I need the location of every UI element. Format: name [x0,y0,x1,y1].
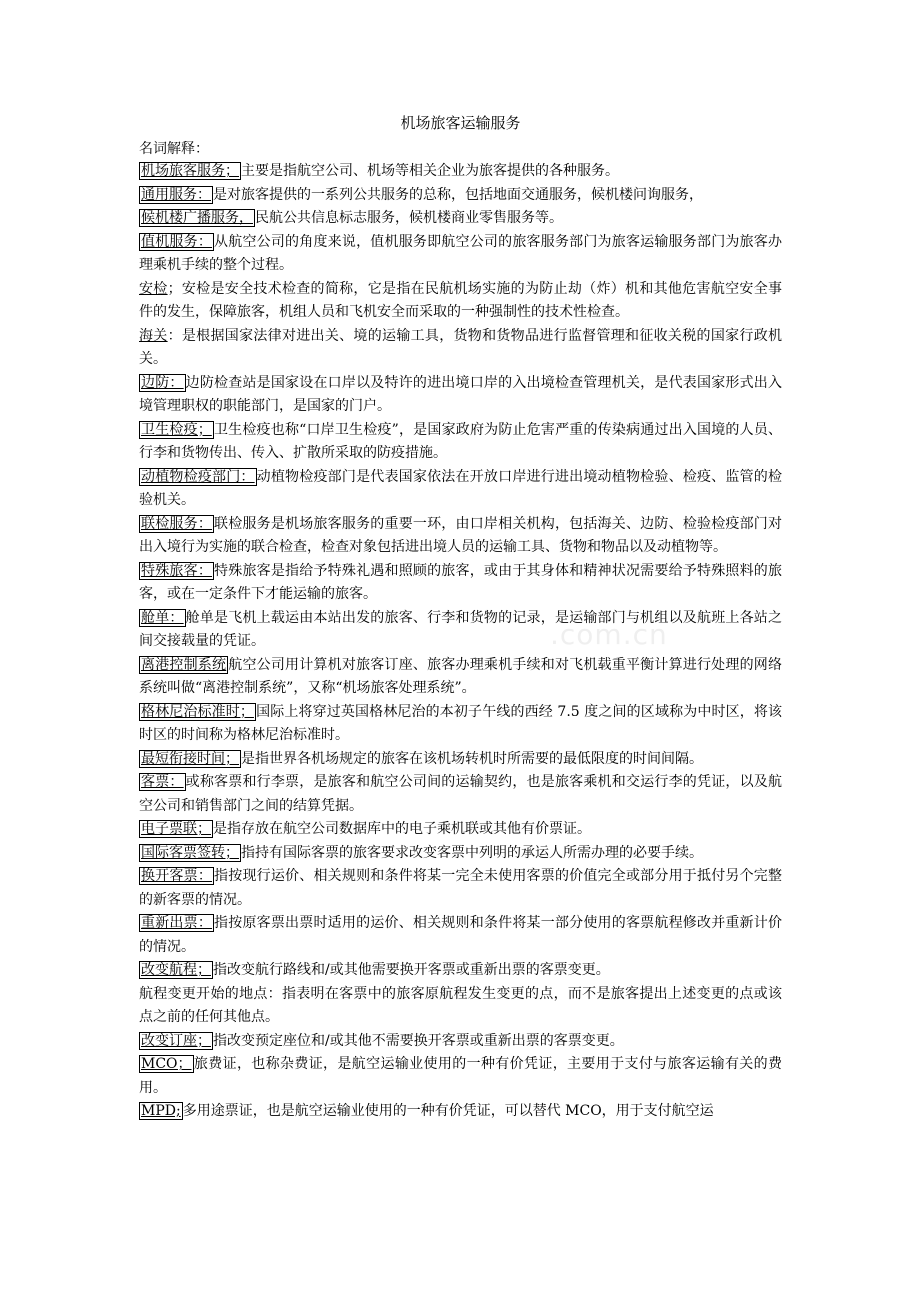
glossary-term: 离港控制系统 [141,656,227,673]
intro-label: 名词解释： [139,141,209,157]
glossary-definition: 多用途票证，也是航空运输业使用的一种有价凭证，可以替代 MCO，用于支付航空运 [182,1103,714,1119]
glossary-term: 候机楼广播服务， [141,210,253,226]
glossary-definition: 民航公共信息标志服务，候机楼商业零售服务等。 [255,210,563,226]
glossary-definition: 是对旅客提供的一系列公共服务的总称，包括地面交通服务，候机楼问询服务， [213,186,703,203]
glossary-term: 边防： [141,374,184,391]
glossary-definition: 联检服务是机场旅客服务的重要一环，由口岸相关机构，包括海关、边防、检验检疫部门对出入境行为实施的联合检查，检查对象包括进出境人员的运输工具、货物和物品以及动植物等。 [139,515,783,555]
glossary-definition: 或称客票和行李票，是旅客和航空公司间的运输契约，也是旅客乘机和交运行李的凭证，以及航空公司和销售部门之间的结算凭据。 [139,774,783,814]
glossary-entry [139,607,782,654]
glossary-definition: 舱单是飞机上载运由本站出发的旅客、行李和货物的记录，是运输部门与机组以及航班上各站之间交接载量的凭证。 [139,609,783,649]
glossary-entry [139,748,782,772]
glossary-term: 改变航程； [141,962,211,978]
glossary-definition: 卫生检疫也称“口岸卫生检疫”，是国家政府为防止危害严重的传染病通过出入国境的人员、行李和货物传出、传入、扩散所采取的防疫措施。 [139,421,783,461]
glossary-term: MPD; [141,1103,181,1119]
glossary-entry [139,419,782,466]
glossary-entry [139,912,782,959]
glossary-entry [139,278,782,325]
glossary-term: 舱单： [141,609,184,626]
glossary-term: 格林尼治标准时； [141,703,254,720]
glossary-entry [139,701,782,748]
glossary-entry [139,160,782,184]
glossary-term: 国际客票签转； [141,844,239,861]
glossary-term: 电子票联； [141,821,211,837]
glossary-entry [139,983,782,1030]
glossary-term: 改变订座； [141,1032,211,1049]
glossary-definition: 边防检查站是国家设在口岸以及特许的进出境口岸的入出境检查管理机关，是代表国家形式出入境管理职权的职能部门，是国家的门户。 [139,374,783,414]
glossary-definition: 航程变更开始的地点：指表明在客票中的旅客原航程发生变更的点，而不是旅客提出上述变更的点或该点之前的任何其他点。 [139,985,782,1025]
glossary-definition: 指按原客票出票时适用的运价、相关规则和条件将某一部分使用的客票航程修改并重新计价的情况。 [139,915,783,955]
glossary-entry [139,184,782,208]
glossary-list [139,160,782,1124]
glossary-entry [139,513,782,560]
glossary-entry [139,1053,782,1100]
glossary-definition: 是指世界各机场规定的旅客在该机场转机时所需要的最低限度的时间间隔。 [241,750,703,767]
glossary-definition: 主要是指航空公司、机场等相关企业为旅客提供的各种服务。 [241,163,619,179]
glossary-term: 特殊旅客： [141,562,213,579]
glossary-entry [139,842,782,866]
glossary-definition: 从航空公司的角度来说，值机服务即航空公司的旅客服务部门为旅客运输服务部门为旅客办理乘机手续的整个过程。 [139,233,783,273]
glossary-entry [139,959,782,983]
glossary-entry [139,231,782,278]
watermark: .com.cn [550,618,668,651]
glossary-definition: 指改变航行路线和/或其他需要换开客票或重新出票的客票变更。 [213,962,610,978]
glossary-definition: 特殊旅客是指给予特殊礼遇和照顾的旅客，或由于其身体和精神状况需要给予特殊照料的旅客，或在一定条件下才能运输的旅客。 [139,562,783,602]
glossary-definition: 国际上将穿过英国格林尼治的本初子午线的西经 7.5 度之间的区域称为中时区，将该时区的时间称为格林尼治标准时。 [139,703,783,743]
glossary-term: 动植物检疫部门： [141,468,255,485]
glossary-entry [139,865,782,912]
glossary-definition: 指按现行运价、相关规则和条件将某一完全未使用客票的价值完全或部分用于抵付另个完整的新客票的情况。 [139,868,783,908]
glossary-definition: 动植物检疫部门是代表国家依法在开放口岸进行进出境动植物检验、检疫、监管的检验机关。 [139,468,783,508]
glossary-term: 通用服务： [141,186,211,203]
glossary-entry [139,325,782,372]
glossary-entry [139,771,782,818]
glossary-entry [139,654,782,701]
glossary-definition: 航空公司用计算机对旅客订座、旅客办理乘机手续和对飞机载重平衡计算进行处理的网络系统叫做“离港控制系统”，又称“机场旅客处理系统”。 [139,656,783,696]
glossary-definition: ：是根据国家法律对进出关、境的运输工具，货物和货物品进行监督管理和征收关税的国家行政机关。 [139,327,783,367]
glossary-term: 联检服务： [141,515,213,532]
document-title: 机场旅客运输服务 [400,114,521,132]
glossary-term: 换开客票： [141,868,213,884]
glossary-term: 海关 [139,327,168,344]
glossary-entry [139,207,782,231]
glossary-entry [139,818,782,842]
glossary-term: 机场旅客服务； [141,163,239,179]
glossary-definition: 是指存放在航空公司数据库中的电子乘机联或其他有价票证。 [213,821,591,837]
glossary-term: 安检 [139,280,168,297]
glossary-term: 卫生检疫； [141,421,212,438]
glossary-term: 重新出票： [141,915,213,931]
glossary-definition: ；安检是安全技术检查的简称，它是指在民航机场实施的为防止劫（炸）机和其他危害航空安全事件的发生，保障旅客，机组人员和飞机安全而采取的一种强制性的技术性检查。 [139,280,783,320]
glossary-entry [139,466,782,513]
glossary-term: 客票： [141,774,184,790]
glossary-entry [139,372,782,419]
glossary-term: 最短衔接时间； [141,750,239,767]
glossary-entry [139,1100,782,1124]
glossary-definition: 旅费证，也称杂费证，是航空运输业使用的一种有价凭证，主要用于支付与旅客运输有关的费用。 [139,1056,782,1096]
glossary-definition: 指持有国际客票的旅客要求改变客票中列明的承运人所需办理的必要手续。 [241,844,703,861]
glossary-term: 值机服务： [141,233,213,250]
glossary-entry [139,1030,782,1054]
glossary-entry [139,560,782,607]
glossary-definition: 指改变预定座位和/或其他不需要换开客票或重新出票的客票变更。 [213,1032,624,1049]
document-page [139,112,782,1124]
glossary-term: MCO； [141,1056,192,1072]
